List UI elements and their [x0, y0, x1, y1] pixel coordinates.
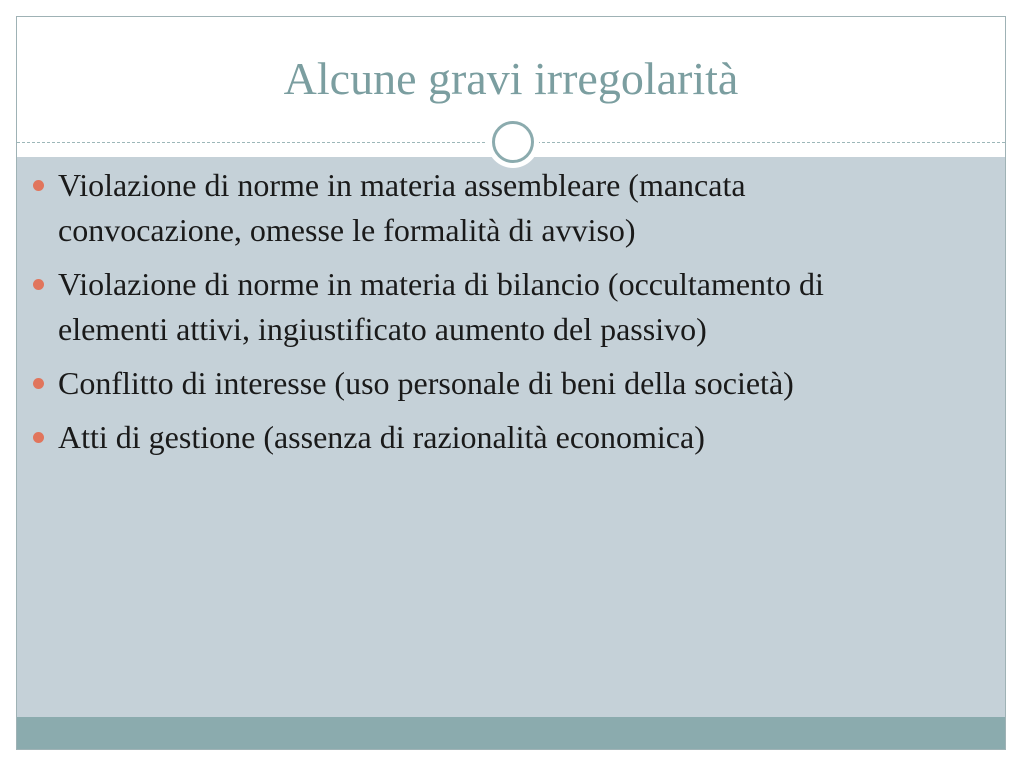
bullet-text: Conflitto di interesse (uso personale di beni della società): [58, 365, 794, 401]
bullet-item: [30, 415, 930, 460]
bullet-text: Atti di gestione (assenza di razionalità economica): [58, 419, 705, 455]
bullet-list: [30, 163, 930, 469]
bullet-text: Violazione di norme in materia assembleare (mancata convocazione, omesse le formalità di avviso): [58, 167, 746, 248]
bullet-item: [30, 361, 930, 406]
ring-icon: [492, 121, 534, 163]
bullet-dot-icon: [33, 180, 44, 191]
bullet-text: Violazione di norme in materia di bilancio (occultamento di elementi attivi, ingiustificato aumento del passivo): [58, 266, 824, 347]
bottom-bar: [17, 717, 1005, 750]
slide-title: Alcune gravi irregolarità: [283, 53, 739, 104]
bullet-dot-icon: [33, 279, 44, 290]
circle-ornament-icon: [487, 116, 539, 168]
bullet-item: [30, 163, 930, 253]
bullet-dot-icon: [33, 378, 44, 389]
bullet-dot-icon: [33, 432, 44, 443]
bullet-item: [30, 262, 930, 352]
